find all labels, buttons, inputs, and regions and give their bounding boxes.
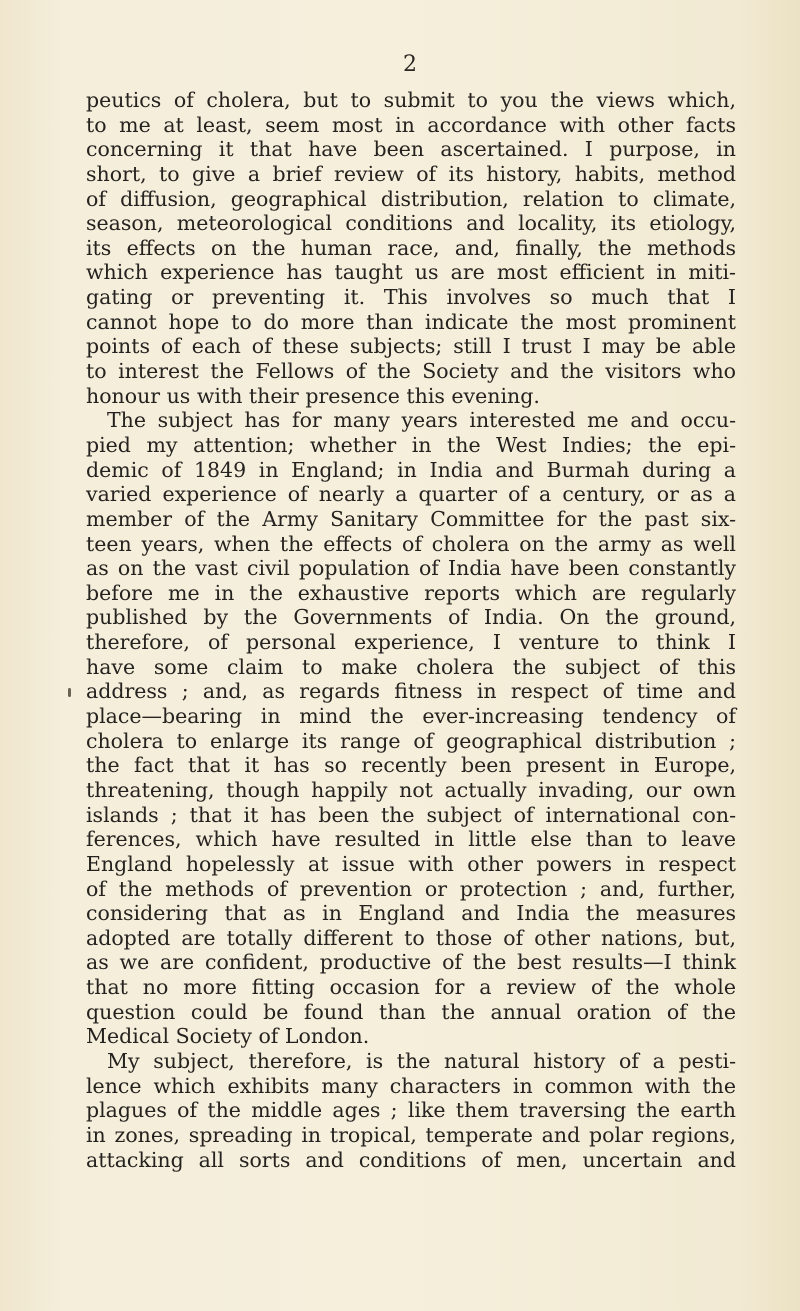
text-line: its effects on the human race, and, finally, the methods [86,235,736,260]
text-line: of the methods of prevention or protection ; and, further, [86,876,736,901]
text-line: Medical Society of London. [86,1024,370,1049]
text-line: lence which exhibits many characters in common with the [86,1073,736,1098]
text-line: considering that as in England and India the measures [86,901,736,926]
text-line: to interest the Fellows of the Society and the visitors who [86,359,736,384]
text-line: gating or preventing it. This involves so much that I [86,285,736,310]
margin-mark [68,688,71,697]
text-line: member of the Army Sanitary Committee for the past six- [86,506,736,531]
text-line: which experience has taught us are most efficient in miti- [86,260,736,285]
text-line: honour us with their presence this evening. [86,383,540,408]
text-line: peutics of cholera, but to submit to you the views which, [86,88,736,112]
text-line: islands ; that it has been the subject of international con- [86,802,736,827]
text-line: England hopelessly at issue with other powers in respect [86,851,736,876]
text-line: plagues of the middle ages ; like them traversing the earth [86,1098,736,1123]
text-line: points of each of these subjects; still I trust I may be able [86,334,736,359]
text-line: of diffusion, geographical distribution, relation to climate, [86,186,736,211]
text-line: concerning it that have been ascertained. I purpose, in [86,137,736,162]
page-number: 2 [403,52,417,77]
text-line: to me at least, seem most in accordance with other facts [86,112,736,137]
text-line: published by the Governments of India. On the ground, [86,605,736,630]
text-line: teen years, when the effects of cholera on the army as well [86,531,736,556]
text-line: pied my attention; whether in the West Indies; the epi- [86,432,736,457]
text-line: as on the vast civil population of India have been constantly [86,556,736,581]
text-line: before me in the exhaustive reports which are regularly [86,580,736,605]
text-line: season, meteorological conditions and locality, its etiology, [86,211,736,236]
text-line: threatening, though happily not actually invading, our own [86,777,736,802]
text-line: demic of 1849 in England; in India and Burmah during a [86,457,736,482]
text-line: cholera to enlarge its range of geographical distribution ; [86,728,736,753]
body-text [86,88,736,1172]
text-line: in zones, spreading in tropical, temperate and polar regions, [86,1122,736,1147]
text-line: cannot hope to do more than indicate the most prominent [86,309,736,334]
text-line: attacking all sorts and conditions of men, uncertain and [86,1147,736,1172]
text-line: therefore, of personal experience, I venture to think I [86,630,736,655]
text-line: address ; and, as regards fitness in respect of time and [86,679,736,704]
text-line: question could be found than the annual oration of the [86,999,736,1024]
text-line: ferences, which have resulted in little else than to leave [86,827,736,852]
text-line: have some claim to make cholera the subject of this [86,654,736,679]
text-line: short, to give a brief review of its history, habits, method [86,161,736,186]
text-line: the fact that it has so recently been present in Europe, [86,753,736,778]
text-line: adopted are totally different to those of other nations, but, [86,925,736,950]
text-line: as we are confident, productive of the best results—I think [86,950,736,975]
text-line: that no more fitting occasion for a review of the whole [86,975,736,1000]
text-line: varied experience of nearly a quarter of a century, or as a [86,482,736,507]
paragraph-start-line: My subject, therefore, is the natural history of a pesti- [107,1048,736,1073]
paragraph-start-line: The subject has for many years interested me and occu- [107,408,736,433]
text-line: place—bearing in mind the ever-increasing tendency of [86,704,736,729]
